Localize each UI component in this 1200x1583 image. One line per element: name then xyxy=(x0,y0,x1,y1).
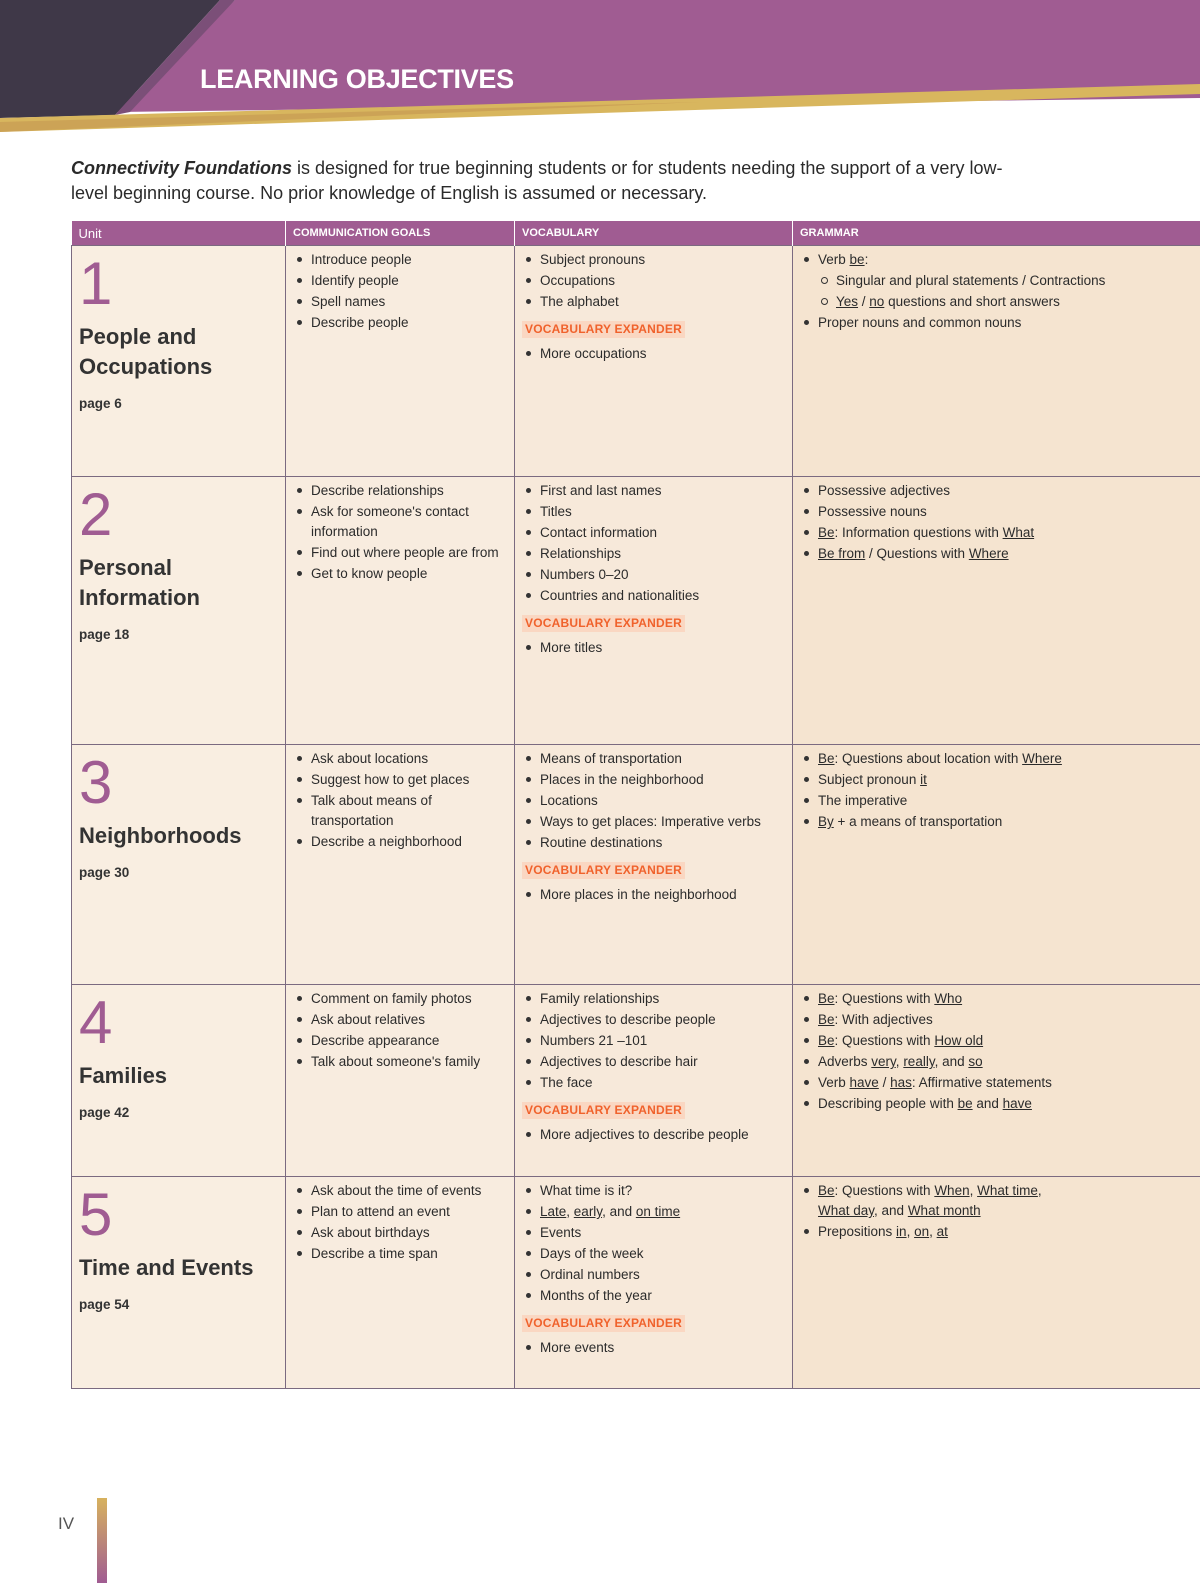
unit-page: page 6 xyxy=(79,396,122,411)
list-item: Ordinal numbers xyxy=(522,1265,786,1285)
list-item: Describe appearance xyxy=(293,1031,508,1051)
page-number: IV xyxy=(58,1514,75,1533)
goals-cell xyxy=(286,477,515,745)
goals-cell xyxy=(286,745,515,985)
vocab-cell xyxy=(515,745,793,985)
header-unit: Unit xyxy=(72,221,286,246)
list-item: Family relationships xyxy=(522,989,786,1009)
list-item: Contact information xyxy=(522,523,786,543)
unit-cell xyxy=(72,477,286,745)
list-item: Ask about locations xyxy=(293,749,508,769)
goals-cell xyxy=(286,985,515,1177)
unit-cell xyxy=(72,1177,286,1389)
list-item: Describing people with be and have xyxy=(800,1094,1195,1114)
header-communication-goals: COMMUNICATION GOALS xyxy=(286,221,515,246)
list-item: The face xyxy=(522,1073,786,1093)
list-item: Find out where people are from xyxy=(293,543,508,563)
list-item: Identify people xyxy=(293,271,508,291)
vocab-cell xyxy=(515,246,793,477)
list-item: Be: Questions about location with Where xyxy=(800,749,1195,769)
list-item: Ask about relatives xyxy=(293,1010,508,1030)
list-item: Months of the year xyxy=(522,1286,786,1306)
list-item: Places in the neighborhood xyxy=(522,770,786,790)
unit-cell xyxy=(72,985,286,1177)
list-item: Locations xyxy=(522,791,786,811)
unit-cell xyxy=(72,745,286,985)
list-item: Events xyxy=(522,1223,786,1243)
unit-number: 5 xyxy=(79,1181,113,1248)
grammar-cell xyxy=(793,985,1200,1177)
table-header-row xyxy=(72,221,1200,246)
header-vocabulary: VOCABULARY xyxy=(515,221,793,246)
unit-title: Neighborhoods xyxy=(79,823,242,848)
grammar-cell xyxy=(793,745,1200,985)
list-item: Be: Questions with How old xyxy=(800,1031,1195,1051)
list-item: Describe relationships xyxy=(293,481,508,501)
list-item: The imperative xyxy=(800,791,1195,811)
list-item: Introduce people xyxy=(293,250,508,270)
unit-page: page 30 xyxy=(79,865,130,880)
table-row xyxy=(72,477,1200,745)
list-item: Be: With adjectives xyxy=(800,1010,1195,1030)
unit-title: Families xyxy=(79,1063,168,1088)
list-item: Describe people xyxy=(293,313,508,333)
list-item: Ways to get places: Imperative verbs xyxy=(522,812,786,832)
list-item: More titles xyxy=(522,638,786,658)
header-grammar: GRAMMAR xyxy=(793,221,1200,246)
unit-title: Personal Information xyxy=(79,555,200,610)
list-item: Titles xyxy=(522,502,786,522)
list-item: Plan to attend an event xyxy=(293,1202,508,1222)
list-item: More adjectives to describe people xyxy=(522,1125,786,1145)
objectives-table xyxy=(71,221,1200,1389)
banner-graphic xyxy=(0,0,1200,140)
table-row xyxy=(72,745,1200,985)
list-item: More events xyxy=(522,1338,786,1358)
list-item: Occupations xyxy=(522,271,786,291)
list-item: Numbers 21 –101 xyxy=(522,1031,786,1051)
list-item: Verb be: Singular and plural statements / Contractions Yes / no questions and short answers xyxy=(800,250,1195,312)
sub-list-item: Singular and plural statements / Contractions xyxy=(818,271,1195,291)
grammar-cell xyxy=(793,1177,1200,1389)
page-title: LEARNING OBJECTIVES xyxy=(200,64,514,94)
unit-number: 2 xyxy=(79,481,113,548)
list-item: Spell names xyxy=(293,292,508,312)
list-item: Describe a neighborhood xyxy=(293,832,508,852)
list-item: Verb have / has: Affirmative statements xyxy=(800,1073,1195,1093)
list-item: The alphabet xyxy=(522,292,786,312)
grammar-cell xyxy=(793,246,1200,477)
table-row xyxy=(72,246,1200,477)
list-item: Ask about birthdays xyxy=(293,1223,508,1243)
list-item: Late, early, and on time xyxy=(522,1202,786,1222)
list-item: Be from / Questions with Where xyxy=(800,544,1195,564)
list-item: Ask for someone's contact information xyxy=(293,502,508,542)
list-item: Ask about the time of events xyxy=(293,1181,508,1201)
grammar-cell xyxy=(793,477,1200,745)
unit-number: 4 xyxy=(79,989,113,1056)
list-item: Subject pronoun it xyxy=(800,770,1195,790)
list-item: Talk about someone's family xyxy=(293,1052,508,1072)
vocabulary-expander-label: VOCABULARY EXPANDER xyxy=(522,321,685,338)
sub-list-item: Yes / no questions and short answers xyxy=(818,292,1195,312)
list-item: Proper nouns and common nouns xyxy=(800,313,1195,333)
unit-page: page 18 xyxy=(79,627,130,642)
list-item: Talk about means of transportation xyxy=(293,791,508,831)
intro-line-2: level beginning course. No prior knowledge of English is assumed or necessary. xyxy=(71,183,708,203)
unit-page: page 54 xyxy=(79,1297,130,1312)
unit-number: 1 xyxy=(79,250,113,317)
list-item: Prepositions in, on, at xyxy=(800,1222,1195,1242)
table-row xyxy=(72,1177,1200,1389)
list-item: Adjectives to describe hair xyxy=(522,1052,786,1072)
list-item: Countries and nationalities xyxy=(522,586,786,606)
unit-title: People and Occupations xyxy=(79,324,213,379)
vocabulary-expander-label: VOCABULARY EXPANDER xyxy=(522,615,685,632)
unit-cell xyxy=(72,246,286,477)
footer-accent-bar xyxy=(97,1498,107,1583)
goals-cell xyxy=(286,1177,515,1389)
intro-paragraph xyxy=(71,156,1151,206)
intro-line-1: is designed for true beginning students or for students needing the support of a very low- xyxy=(292,158,1003,178)
list-item: By + a means of transportation xyxy=(800,812,1195,832)
list-item: Possessive nouns xyxy=(800,502,1195,522)
list-item: Be: Questions with Who xyxy=(800,989,1195,1009)
list-item: Means of transportation xyxy=(522,749,786,769)
list-item: What time is it? xyxy=(522,1181,786,1201)
list-item: Be: Questions with When, What time, What day, and What month xyxy=(800,1181,1195,1221)
vocab-cell xyxy=(515,477,793,745)
vocabulary-expander-label: VOCABULARY EXPANDER xyxy=(522,1102,685,1119)
unit-title: Time and Events xyxy=(79,1255,254,1280)
list-item: Adjectives to describe people xyxy=(522,1010,786,1030)
list-item: Numbers 0–20 xyxy=(522,565,786,585)
list-item: Possessive adjectives xyxy=(800,481,1195,501)
vocabulary-expander-label: VOCABULARY EXPANDER xyxy=(522,862,685,879)
list-item: Days of the week xyxy=(522,1244,786,1264)
list-item: Describe a time span xyxy=(293,1244,508,1264)
vocab-cell xyxy=(515,1177,793,1389)
header-banner xyxy=(0,0,1200,140)
list-item: Comment on family photos xyxy=(293,989,508,1009)
course-name: Connectivity Foundations xyxy=(71,158,293,178)
vocab-cell xyxy=(515,985,793,1177)
list-item: More occupations xyxy=(522,344,786,364)
list-item: Routine destinations xyxy=(522,833,786,853)
goals-cell xyxy=(286,246,515,477)
list-item: Relationships xyxy=(522,544,786,564)
list-item: Suggest how to get places xyxy=(293,770,508,790)
list-item: Subject pronouns xyxy=(522,250,786,270)
list-item: More places in the neighborhood xyxy=(522,885,786,905)
unit-page: page 42 xyxy=(79,1105,130,1120)
list-item: Get to know people xyxy=(293,564,508,584)
unit-number: 3 xyxy=(79,749,113,816)
list-item: Adverbs very, really, and so xyxy=(800,1052,1195,1072)
vocabulary-expander-label: VOCABULARY EXPANDER xyxy=(522,1315,685,1332)
table-row xyxy=(72,985,1200,1177)
list-item: Be: Information questions with What xyxy=(800,523,1195,543)
list-item: First and last names xyxy=(522,481,786,501)
